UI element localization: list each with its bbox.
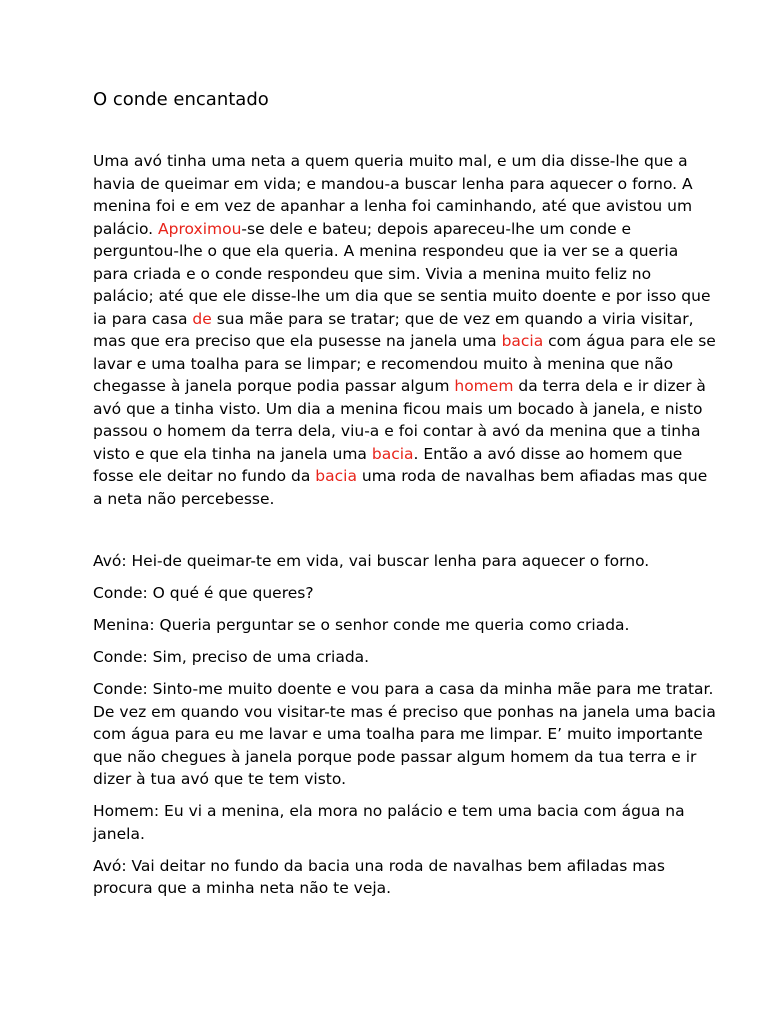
dialogue-text: Conde: O qué é que queres?: [93, 584, 314, 602]
narrative-text: menina foi e em vez de apanhar a lenha foi caminhando, até que avistou um: [93, 197, 693, 215]
highlighted-word: homem: [454, 377, 514, 395]
dialogue-text: com água para eu me lavar e uma toalha para me limpar. E’ muito importante: [93, 725, 703, 743]
narrative-text: perguntou-lhe o que ela queria. A menina respondeu que ia ver se a queria: [93, 242, 679, 260]
dialogue-line: [93, 582, 683, 605]
dialogue-line: [93, 678, 716, 791]
highlighted-word: bacia: [315, 467, 357, 485]
narrative-text: chegasse à janela porque podia passar algum: [93, 377, 455, 395]
dialogue-line: [93, 855, 683, 900]
narrative-text: -se dele e bateu; depois apareceu-lhe um conde e: [241, 219, 632, 238]
narrative-text: . Então a avó disse ao homem que: [413, 444, 683, 463]
dialogue-text: procura que a minha neta não te veja.: [93, 879, 392, 897]
dialogue-line: [93, 550, 683, 573]
narrative-text: Uma avó tinha uma neta a quem queria muito mal, e um dia disse-lhe que a: [93, 152, 688, 170]
narrative-text: visto e que ela tinha na janela uma: [93, 444, 372, 463]
narrative-line: [93, 240, 683, 263]
dialogue-text: dizer à tua avó que te tem visto.: [93, 770, 347, 788]
dialogue-line: [93, 646, 683, 669]
narrative-line: [93, 218, 683, 241]
highlighted-word: bacia: [371, 444, 414, 463]
dialogue-text: Avó: Vai deitar no fundo da bacia una roda de navalhas bem afiladas mas: [93, 856, 665, 875]
dialogue-text: De vez em quando vou visitar-te mas é preciso que ponhas na janela uma bacia: [93, 702, 716, 721]
dialogue-section: [93, 550, 716, 909]
narrative-text: fosse ele deitar no fundo da: [93, 467, 316, 485]
narrative-text: para criada e o conde respondeu que sim. Vivia a menina muito feliz no: [93, 264, 652, 283]
narrative-text: com água para ele se: [543, 332, 716, 350]
dialogue-text: Menina: Queria perguntar se o senhor conde me queria como criada.: [93, 616, 630, 634]
highlighted-word: bacia: [501, 332, 544, 350]
narrative-line: [93, 443, 683, 466]
narrative-line: [93, 488, 683, 511]
narrative-text: uma roda de navalhas bem afiadas mas que: [356, 467, 708, 485]
narrative-line: [93, 420, 701, 443]
narrative-line: [93, 465, 708, 488]
narrative-line: [93, 173, 693, 196]
narrative-text: passou o homem da terra dela, viu-a e foi contar à avó da menina que a tinha: [93, 422, 701, 440]
dialogue-line: [93, 614, 683, 637]
narrative-text: lavar e uma toalha para se limpar; e recomendou muito à menina que não: [93, 354, 674, 373]
narrative-paragraph: [93, 150, 716, 510]
narrative-line: [93, 195, 693, 218]
narrative-line: [93, 285, 711, 308]
narrative-text: palácio.: [93, 219, 159, 238]
narrative-line: [93, 330, 716, 353]
narrative-text: a neta não percebesse.: [93, 489, 275, 508]
narrative-line: [93, 375, 706, 398]
dialogue-text: que não chegues à janela porque pode passar algum homem da tua terra e ir: [93, 747, 697, 766]
highlighted-word: Aproximou: [158, 219, 242, 238]
narrative-line: [93, 263, 683, 286]
dialogue-text: Avó: Hei-de queimar-te em vida, vai buscar lenha para aquecer o forno.: [93, 552, 650, 570]
dialogue-text: Conde: Sinto-me muito doente e vou para a casa da minha mãe para me tratar.: [93, 680, 714, 698]
narrative-text: palácio; até que ele disse-lhe um dia que se sentia muito doente e por isso que: [93, 287, 711, 305]
narrative-text: sua mãe para se tratar; que de vez em quando a viria visitar,: [211, 309, 694, 328]
dialogue-text: Homem: Eu vi a menina, ela mora no palácio e tem uma bacia com água na: [93, 802, 685, 820]
dialogue-line: [93, 800, 683, 845]
narrative-line: [93, 308, 694, 331]
dialogue-text: janela.: [93, 824, 145, 843]
narrative-text: mas que era preciso que ela pusesse na janela uma: [93, 332, 502, 350]
narrative-line: [93, 398, 703, 421]
document-title: O conde encantado: [93, 89, 269, 110]
dialogue-text: Conde: Sim, preciso de uma criada.: [93, 648, 370, 666]
narrative-text: da terra dela e ir dizer à: [513, 377, 706, 395]
narrative-text: havia de queimar em vida; e mandou-a buscar lenha para aquecer o forno. A: [93, 174, 693, 193]
narrative-text: avó que a tinha visto. Um dia a menina ficou mais um bocado à janela, e nisto: [93, 399, 703, 418]
narrative-text: ia para casa: [93, 309, 193, 328]
narrative-line: [93, 353, 683, 376]
highlighted-word: de: [192, 309, 212, 328]
narrative-line: [93, 150, 688, 173]
